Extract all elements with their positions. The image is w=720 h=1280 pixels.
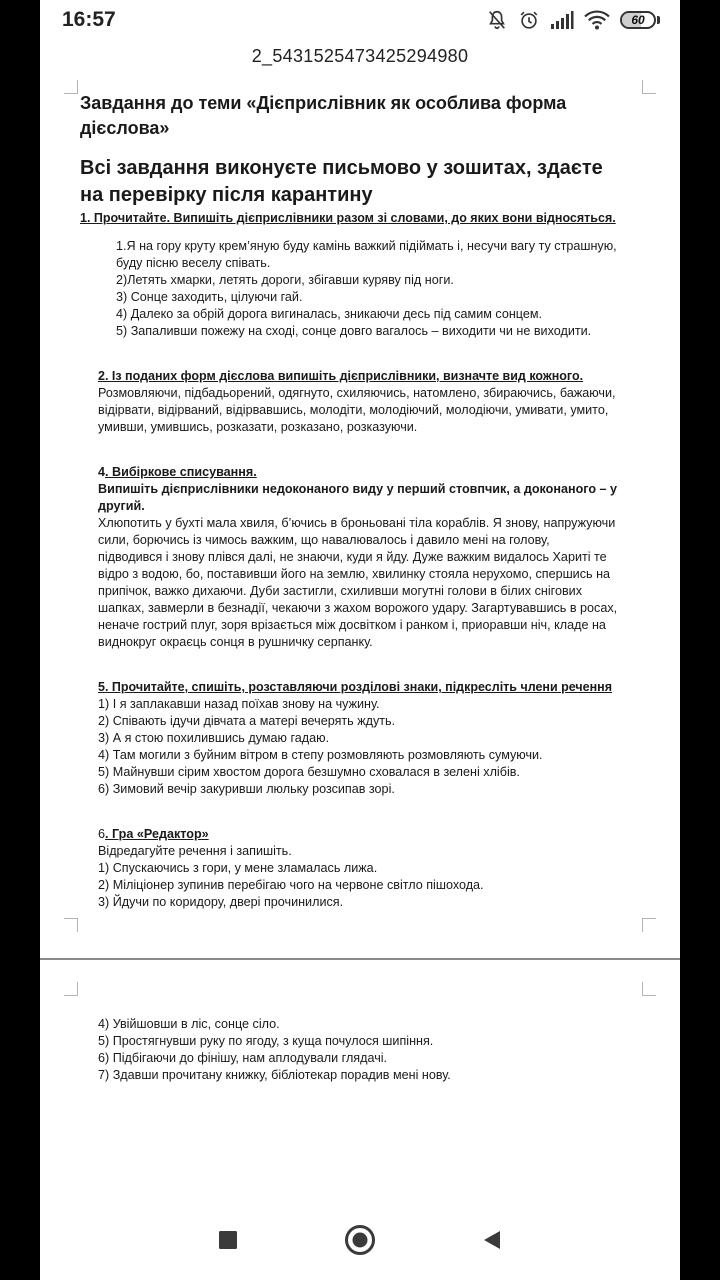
task1-line: 5) Запаливши пожежу на сході, сонце довго вагалось – виходити чи не виходити. [116,324,592,338]
crop-mark [642,918,656,932]
topic-heading-line: Завдання до теми «Дієприслівник як особлива форма [80,93,567,113]
battery-level: 60 [631,13,645,27]
task4-line: виднокруг окраєць сонця в рушничку серпанку. [98,635,373,649]
instruction-heading-line: на перевірку після карантину [80,184,373,206]
home-button[interactable] [344,1224,376,1256]
task4-number: 4 [98,465,106,479]
task4-line: підводився і знову плівся далі, не знаючи, куди я йду. Дуже важким видалось Харитi те [98,550,607,564]
task4-subtitle: другий. [98,499,145,513]
crop-mark [64,918,78,932]
status-icons [486,7,660,33]
task6-title [98,827,209,841]
back-button[interactable] [476,1224,508,1256]
task5-line: 6) Зимовий вечір закуривши люльку розсипав зорі. [98,782,395,796]
battery-icon [620,11,660,29]
page2-line: 6) Підбігаючи до фінішу, нам аплодували глядачі. [98,1051,388,1065]
task4-line: неначе гострий плуг, зоря врізається між досвітком і ранком і, приоравши ніч, кладе на [98,618,606,632]
task2-title: 2. Із поданих форм дієслова випишіть дієприслівники, визначте вид кожного. [98,369,584,383]
navigation-bar [40,1200,680,1280]
alarm-icon [518,9,540,31]
task4-line: відро з водою, бо, поставивши його на землю, хвилинку стояла нерухомо, спершись на [98,567,611,581]
status-time: 16:57 [62,8,116,31]
task6-line: Відредагуйте речення і запишіть. [98,844,292,858]
page2-line: 5) Простягнувши руку по ягоду, з куща почулося шипіння. [98,1034,434,1048]
task5-line: 5) Майнувши сірим хвостом дорога безшумно сховалася в зелені хлібів. [98,765,520,779]
task4-title [98,465,257,479]
task6-line: 2) Міліціонер зупинив перебігаю чого на червоне світло пішохода. [98,878,484,892]
task4-subtitle: Випишіть дієприслівники недоконаного виду у перший стовпчик, а доконаного – у [98,482,618,496]
instruction-heading-line: Всі завдання виконуєте письмово у зошитах, здаєте [80,157,603,179]
wifi-icon [584,10,610,30]
task5-line: 4) Там могили з буйним вітром в степу розмовляють розмовляють сумуючи. [98,748,543,762]
task1-line: буду пісню веселу співать. [116,256,271,270]
task4-line: шапках, завмерли в безнадії, чекаючи з жахом ворожого удару. Загартувавшись в росах, [98,601,618,615]
task6-line: 3) Йдучи по коридору, двері прочинилися. [98,895,344,909]
recents-button[interactable] [212,1224,244,1256]
page2-line: 7) Здавши прочитану книжку, бібліотекар порадив мені нову. [98,1068,451,1082]
page2-line: 4) Увійшовши в ліс, сонце сіло. [98,1017,280,1031]
task2-line: відірвати, відірваний, відірвавшись, молодіти, молодіючий, молодіючи, умивати, умито, [98,403,609,417]
document-viewer[interactable] [40,40,680,1200]
task5-line: 1) І я заплакавши назад поїхав знову на чужину. [98,697,380,711]
task4-line: сили, борючись із чимось важким, що навалювалось і давило мені на голову, [98,533,550,547]
task5-line: 3) А я стою похилившись думаю гадаю. [98,731,330,745]
task4-line: Хлюпотить у бухті мала хвиля, б’ючись в броньовані тіла кораблів. Я знову, напружуючи [98,516,616,530]
task6-line: 1) Спускаючись з гори, у мене зламалась лижа. [98,861,378,875]
document-page-2 [40,960,680,1200]
task6-title-text: . Гра «Редактор» [105,827,209,841]
task1-title: 1. Прочитайте. Випишіть дієприслівники разом зі словами, до яких вони відносяться. [80,211,616,225]
crop-mark [64,80,78,94]
dnd-off-icon [486,9,508,31]
task1-line: 2)Летять хмарки, летять дороги, збігавши куряву під ноги. [116,273,454,287]
crop-mark [642,982,656,996]
status-bar [40,0,680,40]
task2-line: Розмовляючи, підбадьорений, одягнуто, схиляючись, натомлено, збираючись, бажаючи, [98,386,616,400]
back-triangle-icon [481,1229,503,1251]
square-icon [217,1229,239,1251]
task4-line: припічок, важко дихаючи. Дуби застигли, схиливши могутні голови в білих снігових [98,584,582,598]
task1-line: 3) Сонце заходить, цілуючи гай. [116,290,303,304]
signal-icon [550,10,574,30]
task2-line: умивши, умившись, розказати, розказано, розказуючи. [98,420,418,434]
topic-heading-line: дієслова» [80,118,170,138]
file-name: 2_5431525473425294980 [251,46,469,66]
document-page-1 [40,80,680,958]
crop-mark [642,80,656,94]
task1-line: 1.Я на гору круту крем’яную буду камінь важкий підіймать і, несучи вагу ту страшную, [116,239,617,253]
task4-title-text: . Вибіркове списування. [105,465,257,479]
task6-number: 6 [98,827,106,841]
home-circle-icon [344,1224,376,1256]
task5-title: 5. Прочитайте, спишіть, розставляючи розділові знаки, підкресліть члени речення [98,680,613,694]
task5-line: 2) Співають ідучи дівчата а матері вечерять ждуть. [98,714,396,728]
task1-line: 4) Далеко за обрій дорога вигиналась, зникаючи десь під самим сонцем. [116,307,543,321]
crop-mark [64,982,78,996]
